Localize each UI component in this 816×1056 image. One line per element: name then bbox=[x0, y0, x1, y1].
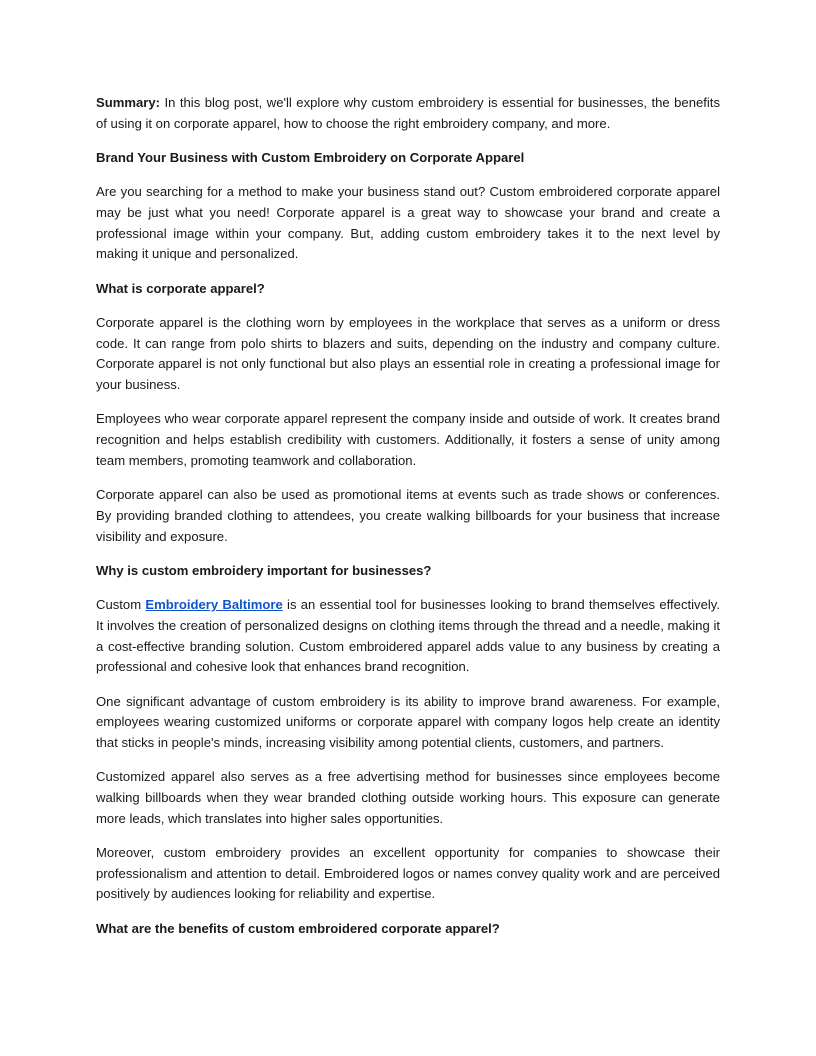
summary-text: In this blog post, we'll explore why custom embroidery is essential for businesses, the benefits of using it on corporate apparel, how to choose the right embroidery company, and more. bbox=[96, 95, 720, 131]
body-paragraph: Employees who wear corporate apparel represent the company inside and outside of work. It creates brand recognition and helps establish credibility with customers. Additionally, it fosters a sense of unity among team members, promoting teamwork and collaboration. bbox=[96, 411, 720, 468]
section-heading-brand-your-business: Brand Your Business with Custom Embroidery on Corporate Apparel bbox=[96, 150, 525, 165]
body-paragraph: Moreover, custom embroidery provides an excellent opportunity for companies to showcase their professionalism and attention to detail. Embroidered logos or names convey quality work and are perceived positively by audiences looking for reliability and expertise. bbox=[96, 844, 720, 902]
body-paragraph: Are you searching for a method to make your business stand out? Custom embroidered corporate apparel may be just what you need! Corporate apparel is a great way to showcase your brand and create a professional image within your company. But, adding custom embroidery takes it to the next level by making it unique and personalized. bbox=[96, 184, 720, 262]
link-para-before: Custom bbox=[96, 597, 146, 613]
body-paragraph-with-link bbox=[96, 595, 720, 678]
body-paragraph: Customized apparel also serves as a free advertising method for businesses since employees become walking billboards when they wear branded clothing outside working hours. This exposure can generate more leads, which translates into higher sales opportunities. bbox=[96, 769, 720, 826]
embroidery-baltimore-link[interactable]: Embroidery Baltimore bbox=[145, 597, 283, 613]
document-page bbox=[96, 93, 720, 953]
section-heading-benefits: What are the benefits of custom embroidered corporate apparel? bbox=[96, 920, 500, 936]
section-heading-what-is-corporate-apparel: What is corporate apparel? bbox=[96, 280, 265, 296]
body-paragraph: One significant advantage of custom embroidery is its ability to improve brand awareness. For example, employees wearing customized uniforms or corporate apparel with company logos help create an identity that sticks in people's minds, increasing visibility among potential clients, customers, and partners. bbox=[96, 693, 720, 750]
body-paragraph: Corporate apparel is the clothing worn by employees in the workplace that serves as a uniform or dress code. It can range from polo shirts to blazers and suits, depending on the industry and company culture. Corporate apparel is not only functional but also plays an essential role in creating a professional image for your business. bbox=[96, 315, 720, 393]
link-para-after: is an essential tool for businesses looking to brand themselves effectively. It involves the creation of personalized designs on clothing items through the thread and a needle, making it a cost-effective branding solution. Custom embroidered apparel adds value to any business by creating a professional and cohesive look that enhances brand recognition. bbox=[96, 597, 721, 675]
summary-label: Summary: bbox=[96, 95, 161, 110]
body-paragraph: Corporate apparel can also be used as promotional items at events such as trade shows or conferences. By providing branded clothing to attendees, you create walking billboards for your business that increase visibility and exposure. bbox=[96, 487, 720, 544]
section-heading-why-custom-embroidery: Why is custom embroidery important for businesses? bbox=[96, 562, 432, 578]
summary-paragraph bbox=[96, 93, 720, 134]
